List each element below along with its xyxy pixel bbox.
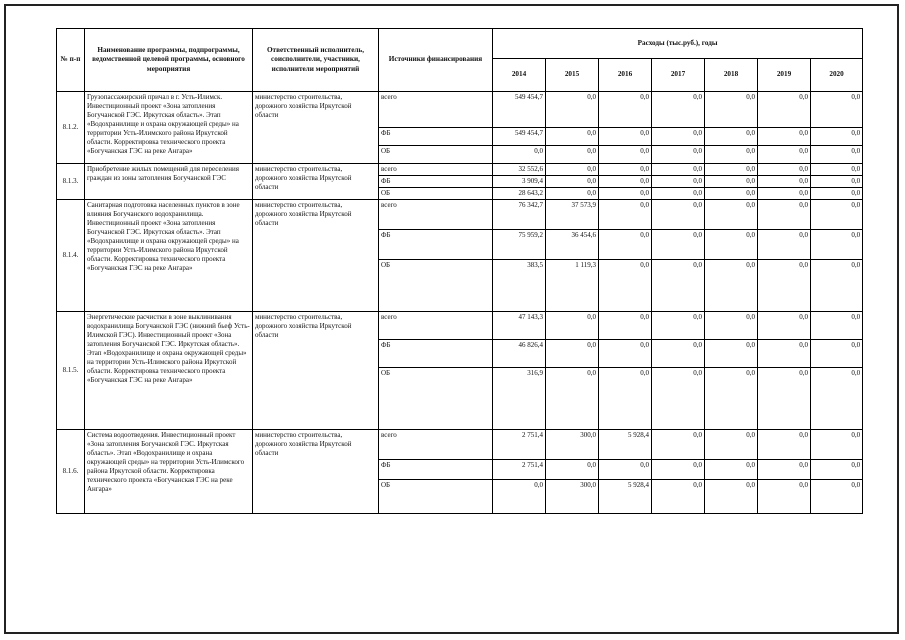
expense-value: 0,0 — [652, 146, 705, 164]
funding-source: ФБ — [379, 175, 493, 187]
expense-value: 0,0 — [758, 128, 811, 146]
expense-value: 5 928,4 — [599, 429, 652, 459]
expense-value: 0,0 — [811, 459, 863, 479]
expense-value: 0,0 — [599, 187, 652, 199]
header-year: 2014 — [493, 59, 546, 92]
expense-value: 0,0 — [599, 367, 652, 429]
expense-value: 0,0 — [652, 311, 705, 339]
funding-source: ОБ — [379, 146, 493, 164]
header-year: 2015 — [546, 59, 599, 92]
expense-value: 0,0 — [546, 92, 599, 128]
table-row — [57, 429, 863, 459]
expense-value: 0,0 — [493, 479, 546, 513]
expense-value: 0,0 — [652, 128, 705, 146]
expense-value: 549 454,7 — [493, 92, 546, 128]
expense-value: 0,0 — [652, 429, 705, 459]
expense-value: 46 826,4 — [493, 339, 546, 367]
expense-value: 0,0 — [811, 311, 863, 339]
expense-value: 0,0 — [652, 479, 705, 513]
table-row — [57, 92, 863, 128]
expense-value: 0,0 — [546, 459, 599, 479]
expense-value: 0,0 — [599, 339, 652, 367]
expense-value: 0,0 — [705, 311, 758, 339]
expense-value: 0,0 — [758, 92, 811, 128]
expense-value: 0,0 — [546, 311, 599, 339]
header-year: 2019 — [758, 59, 811, 92]
item-number: 8.1.4. — [57, 199, 85, 311]
expense-value: 0,0 — [705, 479, 758, 513]
expense-value: 0,0 — [546, 187, 599, 199]
funding-source: всего — [379, 164, 493, 176]
expense-value: 0,0 — [705, 164, 758, 176]
expense-value: 0,0 — [811, 175, 863, 187]
expense-value: 0,0 — [705, 339, 758, 367]
expense-value: 0,0 — [705, 92, 758, 128]
item-executor: министерство строительства, дорожного хозяйства Иркутской области — [253, 311, 379, 429]
expense-value: 0,0 — [652, 367, 705, 429]
expense-value: 0,0 — [811, 128, 863, 146]
expense-value: 0,0 — [811, 339, 863, 367]
expense-value: 0,0 — [599, 311, 652, 339]
funding-source: всего — [379, 311, 493, 339]
expense-value: 0,0 — [811, 479, 863, 513]
expense-value: 300,0 — [546, 429, 599, 459]
expense-value: 32 552,6 — [493, 164, 546, 176]
expense-value: 0,0 — [705, 429, 758, 459]
expense-value: 28 643,2 — [493, 187, 546, 199]
funding-source: всего — [379, 199, 493, 229]
expense-value: 0,0 — [546, 367, 599, 429]
expense-value: 0,0 — [599, 146, 652, 164]
expense-value: 0,0 — [652, 92, 705, 128]
expense-value: 0,0 — [652, 259, 705, 311]
expense-value: 0,0 — [758, 367, 811, 429]
expense-value: 0,0 — [758, 339, 811, 367]
expense-value: 0,0 — [599, 92, 652, 128]
expense-value: 0,0 — [811, 187, 863, 199]
expense-value: 0,0 — [758, 311, 811, 339]
item-number: 8.1.5. — [57, 311, 85, 429]
header-executor: Ответственный исполнитель, соисполнители, участники, исполнители мероприятий — [253, 29, 379, 92]
expense-value: 0,0 — [599, 459, 652, 479]
item-number: 8.1.6. — [57, 429, 85, 513]
expense-value: 0,0 — [546, 175, 599, 187]
expense-value: 0,0 — [811, 146, 863, 164]
expense-value: 0,0 — [599, 259, 652, 311]
expense-value: 0,0 — [758, 175, 811, 187]
expense-value: 75 959,2 — [493, 229, 546, 259]
expense-value: 0,0 — [811, 229, 863, 259]
expense-value: 0,0 — [546, 128, 599, 146]
expense-value: 0,0 — [652, 175, 705, 187]
item-executor: министерство строительства, дорожного хозяйства Иркутской области — [253, 199, 379, 311]
header-expenses: Расходы (тыс.руб.), годы — [493, 29, 863, 59]
expense-value: 0,0 — [758, 164, 811, 176]
funding-source: ОБ — [379, 187, 493, 199]
table-row — [57, 311, 863, 339]
funding-source: всего — [379, 429, 493, 459]
expense-value: 0,0 — [811, 92, 863, 128]
expense-value: 5 928,4 — [599, 479, 652, 513]
expense-value: 1 119,3 — [546, 259, 599, 311]
expense-value: 0,0 — [758, 187, 811, 199]
expense-value: 0,0 — [705, 259, 758, 311]
header-year: 2018 — [705, 59, 758, 92]
expense-value: 0,0 — [599, 164, 652, 176]
expense-value: 0,0 — [493, 146, 546, 164]
expense-value: 0,0 — [705, 199, 758, 229]
expense-value: 37 573,9 — [546, 199, 599, 229]
expense-value: 47 143,3 — [493, 311, 546, 339]
expense-value: 0,0 — [705, 146, 758, 164]
funding-source: ФБ — [379, 339, 493, 367]
expense-value: 0,0 — [758, 199, 811, 229]
expense-value: 549 454,7 — [493, 128, 546, 146]
expense-value: 0,0 — [705, 128, 758, 146]
funding-source: ФБ — [379, 459, 493, 479]
header-number: № п-п — [57, 29, 85, 92]
funding-source: ОБ — [379, 259, 493, 311]
expense-value: 0,0 — [652, 459, 705, 479]
funding-source: ФБ — [379, 128, 493, 146]
item-description: Система водоотведения. Инвестиционный проект «Зона затопления Богучанской ГЭС. Иркутская область». Этап «Водохранилище и охрана окружающей среды» на территории Усть-Илимского района Иркутской области. Корректировка технического проекта «Богучанская ГЭС на реке Ангара» — [85, 429, 253, 513]
header-year: 2017 — [652, 59, 705, 92]
expense-value: 2 751,4 — [493, 459, 546, 479]
expense-value: 36 454,6 — [546, 229, 599, 259]
header-year: 2016 — [599, 59, 652, 92]
expense-value: 3 909,4 — [493, 175, 546, 187]
item-executor: министерство строительства, дорожного хозяйства Иркутской области — [253, 164, 379, 200]
expense-value: 300,0 — [546, 479, 599, 513]
expense-value: 0,0 — [705, 367, 758, 429]
expense-value: 0,0 — [758, 146, 811, 164]
header-funding-source: Источники финансирования — [379, 29, 493, 92]
expense-value: 383,5 — [493, 259, 546, 311]
funding-source: ФБ — [379, 229, 493, 259]
expense-value: 2 751,4 — [493, 429, 546, 459]
table-header — [57, 29, 863, 92]
item-number: 8.1.3. — [57, 164, 85, 200]
expense-value: 0,0 — [546, 164, 599, 176]
item-executor: министерство строительства, дорожного хозяйства Иркутской области — [253, 92, 379, 164]
expense-value: 0,0 — [705, 229, 758, 259]
expense-value: 316,9 — [493, 367, 546, 429]
expense-value: 0,0 — [599, 229, 652, 259]
budget-table — [56, 28, 863, 514]
item-description: Приобретение жилых помещений для переселения граждан из зоны затопления Богучанской ГЭС — [85, 164, 253, 200]
item-description: Санитарная подготовка населенных пунктов в зоне влияния Богучанского водохранилища. Инвестиционный проект «Зона затопления Богучанской ГЭС. Иркутская область». Этап «Водохранилище и охрана окружающей среды» на территории Усть-Илимского района Иркутской области. Корректировка технического проекта «Богучанская ГЭС на реке Ангара» — [85, 199, 253, 311]
expense-value: 0,0 — [599, 128, 652, 146]
expense-value: 0,0 — [652, 187, 705, 199]
expense-value: 0,0 — [546, 339, 599, 367]
header-program-name: Наименование программы, подпрограммы, ведомственной целевой программы, основного мероприятия — [85, 29, 253, 92]
funding-source: ОБ — [379, 479, 493, 513]
item-number: 8.1.2. — [57, 92, 85, 164]
expense-value: 0,0 — [652, 339, 705, 367]
table-row — [57, 164, 863, 176]
expense-value: 0,0 — [758, 459, 811, 479]
expense-value: 0,0 — [705, 175, 758, 187]
expense-value: 0,0 — [758, 229, 811, 259]
expense-value: 0,0 — [811, 367, 863, 429]
expense-value: 0,0 — [758, 429, 811, 459]
expense-value: 76 342,7 — [493, 199, 546, 229]
item-description: Энергетические расчистки в зоне выклинивания водохранилища Богучанской ГЭС (нижний бьеф Усть-Илимской ГЭС). Инвестиционный проект «Зона затопления Богучанской ГЭС. Иркутская область». Этап «Водохранилище и охрана окружающей среды» на территории Усть-Илимского района Иркутской области. Корректировка технического проекта «Богучанская ГЭС на реке Ангара» — [85, 311, 253, 429]
expense-value: 0,0 — [652, 199, 705, 229]
expense-value: 0,0 — [758, 259, 811, 311]
expense-value: 0,0 — [652, 229, 705, 259]
expense-value: 0,0 — [758, 479, 811, 513]
funding-source: всего — [379, 92, 493, 128]
expense-value: 0,0 — [705, 459, 758, 479]
table-row — [57, 199, 863, 229]
expense-value: 0,0 — [705, 187, 758, 199]
header-year: 2020 — [811, 59, 863, 92]
item-description: Грузопассажирский причал в г. Усть-Илимск. Инвестиционный проект «Зона затопления Богучанской ГЭС. Иркутская область». Этап «Водохранилище и охрана окружающей среды» на территории Усть-Илимского района Иркутской области. Корректировка технического проекта «Богучанская ГЭС на реке Ангара» — [85, 92, 253, 164]
expense-value: 0,0 — [546, 146, 599, 164]
funding-source: ОБ — [379, 367, 493, 429]
expense-value: 0,0 — [811, 259, 863, 311]
expense-value: 0,0 — [652, 164, 705, 176]
table-body — [57, 92, 863, 514]
item-executor: министерство строительства, дорожного хозяйства Иркутской области — [253, 429, 379, 513]
expense-value: 0,0 — [599, 199, 652, 229]
expense-value: 0,0 — [811, 164, 863, 176]
expense-value: 0,0 — [811, 199, 863, 229]
expense-value: 0,0 — [811, 429, 863, 459]
expense-value: 0,0 — [599, 175, 652, 187]
